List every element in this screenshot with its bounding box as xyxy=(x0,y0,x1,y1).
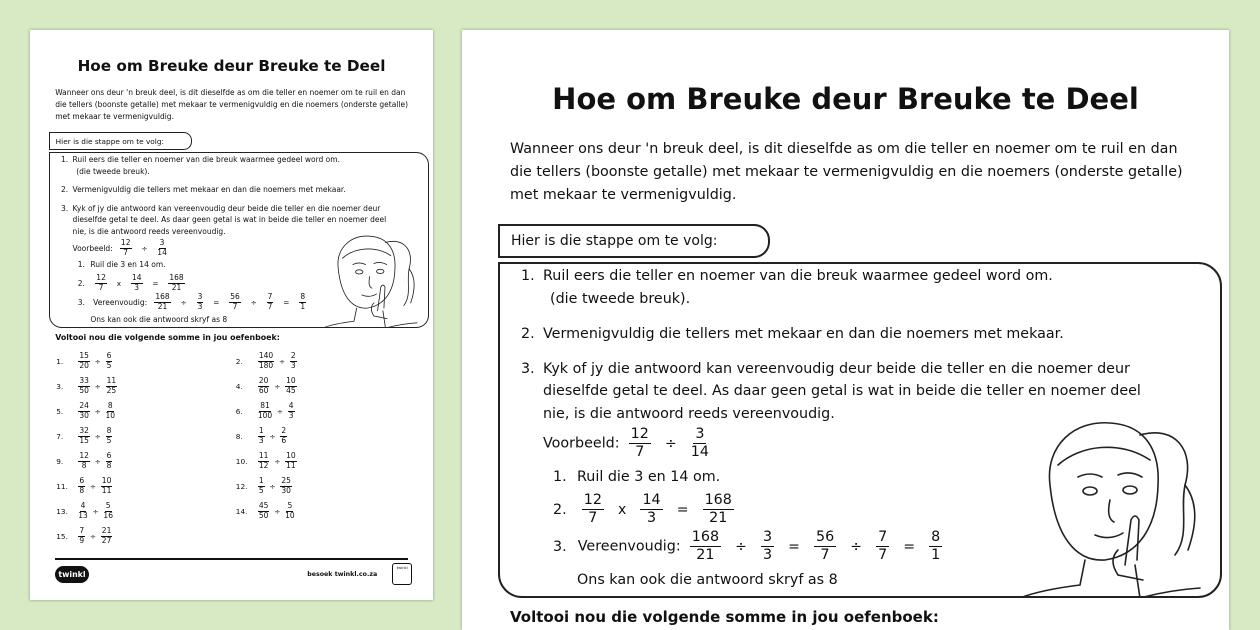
steps-header: Hier is die stappe om te volg: xyxy=(498,224,770,258)
exercise-number: 10. xyxy=(235,457,248,467)
denominator: 21 xyxy=(157,301,168,311)
fraction xyxy=(157,239,167,258)
divide-operator: ÷ xyxy=(664,435,677,452)
numerator: 10 xyxy=(286,376,296,386)
denominator: 11 xyxy=(286,461,296,471)
equals-sign: = xyxy=(788,538,800,555)
numerator: 81 xyxy=(260,401,270,411)
divide-operator: ÷ xyxy=(250,297,257,307)
step-text: Ruil eers die teller en noemer van die breuk waarmee gedeel word om. xyxy=(543,268,1053,284)
divide-operator: ÷ xyxy=(94,382,101,392)
denominator: 5 xyxy=(106,436,112,446)
divide-operator: ÷ xyxy=(269,432,276,442)
intro-paragraph: Wanneer ons deur 'n breuk deel, is dit dieselfde as om die teller en noemer om te ruil en dan die tellers (boonste getalle) met mekaar te vermenigvuldig en die noemers (onderste getalle) met mekaar te vermenigvuldig. xyxy=(55,87,409,121)
numerator: 11 xyxy=(106,376,117,386)
fraction xyxy=(285,502,295,521)
exercise-item xyxy=(236,427,289,446)
numerator: 3 xyxy=(762,529,773,545)
denominator: 7 xyxy=(123,247,129,257)
step-text: Kyk of jy die antwoord kan vereenvoudig deur beide die teller en die noemer deur xyxy=(72,203,381,213)
numerator: 2 xyxy=(290,351,296,361)
step-text: nie, is die antwoord reeds vereenvoudig. xyxy=(72,227,226,237)
fraction xyxy=(640,492,662,527)
conclusion-text: Ons kan ook die antwoord skryf as 8 xyxy=(577,572,838,588)
numerator: 3 xyxy=(159,237,165,247)
denominator: 8 xyxy=(106,461,112,471)
divide-operator: ÷ xyxy=(89,532,97,542)
exercise-number: 5. xyxy=(56,407,64,417)
exercise-number: 13. xyxy=(56,507,68,517)
substep-number: 2. xyxy=(553,501,567,518)
exercise-number: 14. xyxy=(235,507,248,517)
divide-operator: ÷ xyxy=(274,382,281,392)
conclusion-text: Ons kan ook die antwoord skryf as 8 xyxy=(90,314,228,324)
denominator: 3 xyxy=(197,301,203,311)
numerator: 8 xyxy=(106,426,112,436)
numerator: 10 xyxy=(286,451,296,461)
denominator: 6 xyxy=(281,436,287,446)
numerator: 25 xyxy=(281,476,291,486)
numerator: 4 xyxy=(80,501,86,511)
divide-operator: ÷ xyxy=(276,407,284,417)
denominator: 30 xyxy=(79,411,89,421)
denominator: 14 xyxy=(157,247,167,257)
exercise-number: 1. xyxy=(56,357,64,367)
fraction xyxy=(78,402,90,421)
exercise-number: 6. xyxy=(235,407,243,417)
substep-number: 2. xyxy=(77,278,85,288)
denominator: 16 xyxy=(103,511,113,521)
denominator: 5 xyxy=(106,361,112,371)
substep-label: Vereenvoudig: xyxy=(93,297,148,307)
fraction xyxy=(168,274,184,293)
numerator: 3 xyxy=(197,292,203,302)
denominator: 7 xyxy=(98,282,104,292)
step-number: 3. xyxy=(521,361,535,377)
fraction xyxy=(106,402,116,421)
worksheet-page xyxy=(462,30,1229,630)
denominator: 3 xyxy=(762,547,773,563)
fraction xyxy=(131,274,143,293)
divide-operator: ÷ xyxy=(92,507,99,517)
exercises-heading: Voltooi nou die volgende somme in jou oefenboek: xyxy=(55,333,280,343)
fraction xyxy=(761,529,774,564)
thinking-girl-illustration xyxy=(312,232,425,328)
exercise-item xyxy=(56,402,117,421)
substep-text: Ruil die 3 en 14 om. xyxy=(90,260,166,270)
exercise-number: 9. xyxy=(56,457,64,467)
denominator: 30 xyxy=(281,486,291,496)
numerator: 168 xyxy=(691,529,720,545)
denominator: 21 xyxy=(696,547,715,563)
denominator: 8 xyxy=(81,461,87,471)
multiply-operator: x xyxy=(116,278,122,288)
footer-divider xyxy=(55,558,408,560)
multiply-operator: x xyxy=(618,501,627,518)
fraction xyxy=(78,527,85,546)
example-line xyxy=(73,238,169,258)
denominator: 10 xyxy=(285,511,295,521)
exercise-item xyxy=(56,527,114,546)
fraction xyxy=(78,477,85,496)
exercise-item xyxy=(236,377,299,396)
substep-3 xyxy=(78,292,308,312)
equals-sign: = xyxy=(152,278,159,288)
numerator: 6 xyxy=(79,476,85,486)
denominator: 21 xyxy=(171,282,182,292)
divide-operator: ÷ xyxy=(735,538,747,555)
fraction xyxy=(106,377,118,396)
numerator: 8 xyxy=(931,529,941,545)
divide-operator: ÷ xyxy=(274,457,281,467)
denominator: 60 xyxy=(258,386,269,396)
substep-2 xyxy=(78,273,187,293)
fraction xyxy=(78,377,90,396)
numerator: 140 xyxy=(258,351,274,361)
numerator: 24 xyxy=(79,401,89,411)
equals-sign: = xyxy=(676,501,689,518)
exercise-item xyxy=(236,402,297,421)
exercise-number: 15. xyxy=(56,532,68,542)
exercises-heading: Voltooi nou die volgende somme in jou oefenboek: xyxy=(510,608,939,626)
denominator: 3 xyxy=(646,510,657,526)
step-text: dieselfde getal te deel. As daar geen getal is wat in beide die teller en noemer deel xyxy=(72,215,387,225)
denominator: 7 xyxy=(588,510,598,526)
worksheet-page xyxy=(30,30,433,600)
divide-operator: ÷ xyxy=(278,357,286,367)
thinking-girl-illustration xyxy=(1000,415,1215,598)
step-text: Vermenigvuldig die tellers met mekaar en dan die noemers met mekaar. xyxy=(543,326,1064,342)
fraction xyxy=(106,352,113,371)
divide-operator: ÷ xyxy=(94,457,101,467)
numerator: 12 xyxy=(79,451,89,461)
worksheet-title: Hoe om Breuke deur Breuke te Deel xyxy=(552,82,1139,116)
denominator: 7 xyxy=(820,547,830,563)
fraction xyxy=(101,477,113,496)
denominator: 1 xyxy=(300,301,306,311)
numerator: 15 xyxy=(79,351,89,361)
denominator: 7 xyxy=(267,301,273,311)
step-text: dieselfde getal te deel. As daar geen getal is wat in beide die teller en noemer deel xyxy=(543,383,1141,399)
exercise-item xyxy=(236,452,299,471)
numerator: 7 xyxy=(878,529,888,545)
fraction xyxy=(258,402,272,421)
fraction xyxy=(280,477,292,496)
denominator: 1 xyxy=(931,547,941,563)
fraction xyxy=(299,293,306,312)
exercise-item xyxy=(236,477,294,496)
exercise-number: 4. xyxy=(235,382,243,392)
exercise-item xyxy=(236,502,297,521)
numerator: 168 xyxy=(155,292,170,302)
substep-number: 1. xyxy=(553,469,567,485)
numerator: 32 xyxy=(79,426,89,436)
denominator: 7 xyxy=(232,301,238,311)
example-line xyxy=(543,426,713,461)
substep-number: 3. xyxy=(77,297,85,307)
step-text: nie, is die antwoord reeds vereenvoudig. xyxy=(543,406,835,422)
step-number: 1. xyxy=(521,268,535,284)
numerator: 56 xyxy=(816,529,835,545)
substep-text: Ruil die 3 en 14 om. xyxy=(577,469,721,485)
exercise-number: 8. xyxy=(235,432,243,442)
fraction xyxy=(258,427,265,446)
step-text: Vermenigvuldig die tellers met mekaar en dan die noemers met mekaar. xyxy=(72,185,346,195)
denominator: 3 xyxy=(290,361,296,371)
divide-operator: ÷ xyxy=(850,538,863,555)
denominator: 3 xyxy=(258,436,264,446)
fraction xyxy=(929,529,942,564)
steps-header: Hier is die stappe om te volg: xyxy=(49,132,192,150)
step-number: 1. xyxy=(60,154,69,164)
exercise-number: 11. xyxy=(56,482,68,492)
numerator: 45 xyxy=(258,501,269,511)
divide-operator: ÷ xyxy=(269,482,276,492)
example-label: Voorbeeld: xyxy=(543,435,620,452)
worksheet-thumbnail[interactable] xyxy=(30,30,433,600)
exercise-number: 3. xyxy=(56,382,64,392)
fraction xyxy=(229,293,241,312)
divide-operator: ÷ xyxy=(94,407,101,417)
denominator: 15 xyxy=(79,436,89,446)
exercise-number: 2. xyxy=(235,357,243,367)
denominator: 14 xyxy=(690,444,709,460)
equals-sign: = xyxy=(283,297,290,307)
denominator: 13 xyxy=(78,511,88,521)
numerator: 10 xyxy=(101,476,112,486)
denominator: 12 xyxy=(258,461,269,471)
substep-2 xyxy=(553,492,738,527)
divide-operator: ÷ xyxy=(94,432,101,442)
equals-sign: = xyxy=(213,297,220,307)
exercise-item xyxy=(56,427,114,446)
divide-operator: ÷ xyxy=(180,297,187,307)
exercise-item xyxy=(56,477,114,496)
twinkl-logo: twinkl xyxy=(55,566,89,584)
fraction xyxy=(78,502,88,521)
numerator: 7 xyxy=(79,526,85,536)
denominator: 8 xyxy=(79,486,85,496)
numerator: 20 xyxy=(258,376,269,386)
fraction xyxy=(78,452,90,471)
step-number: 2. xyxy=(60,185,69,195)
numerator: 12 xyxy=(630,426,649,442)
exercise-item xyxy=(56,452,114,471)
substep-number: 3. xyxy=(553,538,567,555)
denominator: 3 xyxy=(134,282,140,292)
fraction xyxy=(280,427,287,446)
denominator: 11 xyxy=(101,486,112,496)
numerator: 5 xyxy=(287,501,293,511)
fraction xyxy=(814,529,836,564)
intro-paragraph: Wanneer ons deur 'n breuk deel, is dit dieselfde as om die teller en noemer om te ruil en dan die tellers (boonste getalle) met mekaar te vermenigvuldig en die noemers (onderste getalle) met mekaar te vermenigvuldig. xyxy=(510,141,1183,203)
substep-number: 1. xyxy=(77,260,85,270)
fraction xyxy=(285,377,297,396)
divide-operator: ÷ xyxy=(141,243,148,253)
fraction xyxy=(258,377,270,396)
denominator: 180 xyxy=(258,361,274,371)
numerator: 168 xyxy=(169,272,184,282)
numerator: 14 xyxy=(642,492,661,508)
fraction xyxy=(78,352,90,371)
substep-3 xyxy=(553,529,946,564)
denominator: 45 xyxy=(286,386,296,396)
step-text: Ruil eers die teller en noemer van die breuk waarmee gedeel word om. xyxy=(72,154,340,164)
exercise-item xyxy=(56,502,115,521)
divide-operator: ÷ xyxy=(94,357,101,367)
fraction xyxy=(629,426,651,461)
numerator: 2 xyxy=(281,426,287,436)
fraction xyxy=(197,293,204,312)
footer-url: besoek twinkl.co.za xyxy=(307,570,378,578)
denominator: 7 xyxy=(635,444,645,460)
denominator: 100 xyxy=(257,411,273,421)
fraction xyxy=(106,452,113,471)
example-label: Voorbeeld: xyxy=(72,243,113,253)
numerator: 56 xyxy=(230,292,240,302)
step-text: (die tweede breuk). xyxy=(76,167,150,177)
step-number: 3. xyxy=(60,203,69,213)
exercise-item xyxy=(56,377,119,396)
fraction xyxy=(876,529,889,564)
denominator: 3 xyxy=(288,411,294,421)
numerator: 12 xyxy=(120,237,131,247)
divide-operator: ÷ xyxy=(274,507,281,517)
fraction xyxy=(290,352,297,371)
numerator: 12 xyxy=(583,492,602,508)
fraction xyxy=(103,502,113,521)
numerator: 1 xyxy=(258,426,264,436)
numerator: 6 xyxy=(106,351,112,361)
numerator: 4 xyxy=(288,401,294,411)
worksheet-title: Hoe om Breuke deur Breuke te Deel xyxy=(77,57,386,76)
divide-operator: ÷ xyxy=(89,482,97,492)
denominator: 20 xyxy=(79,361,89,371)
denominator: 25 xyxy=(106,386,117,396)
fraction xyxy=(285,452,297,471)
step-text: Kyk of jy die antwoord kan vereenvoudig deur beide die teller en die noemer deur xyxy=(543,361,1130,377)
denominator: 9 xyxy=(79,536,85,546)
fraction xyxy=(288,402,295,421)
denominator: 5 xyxy=(258,486,264,496)
denominator: 21 xyxy=(709,510,728,526)
fraction xyxy=(267,293,274,312)
fraction xyxy=(95,274,107,293)
numerator: 7 xyxy=(267,292,273,302)
fraction xyxy=(582,492,604,527)
numerator: 11 xyxy=(258,451,269,461)
substep-label: Vereenvoudig: xyxy=(577,538,681,555)
denominator: 7 xyxy=(878,547,888,563)
fraction xyxy=(691,426,709,461)
denominator: 50 xyxy=(258,511,269,521)
denominator: 50 xyxy=(79,386,89,396)
fraction xyxy=(258,502,270,521)
worksheet-preview xyxy=(462,30,1229,630)
denominator: 27 xyxy=(101,536,112,546)
fraction xyxy=(690,529,721,564)
fraction xyxy=(703,492,734,527)
numerator: 8 xyxy=(300,292,306,302)
denominator: 10 xyxy=(105,411,116,421)
numerator: 21 xyxy=(101,526,112,536)
fraction xyxy=(258,352,274,371)
fraction xyxy=(258,477,265,496)
numerator: 12 xyxy=(96,272,106,282)
fraction xyxy=(258,452,270,471)
fraction xyxy=(78,427,90,446)
step-text: (die tweede breuk). xyxy=(550,291,691,307)
exercise-number: 12. xyxy=(235,482,248,492)
numerator: 8 xyxy=(107,401,113,411)
numerator: 3 xyxy=(695,426,705,442)
equals-sign: = xyxy=(903,538,916,555)
quality-badge-icon: twinkl xyxy=(392,563,412,585)
numerator: 6 xyxy=(106,451,112,461)
numerator: 5 xyxy=(105,501,111,511)
fraction xyxy=(120,239,132,258)
exercise-item xyxy=(56,352,114,371)
numerator: 33 xyxy=(79,376,89,386)
exercise-item xyxy=(236,352,299,371)
numerator: 1 xyxy=(258,476,264,486)
fraction xyxy=(101,527,113,546)
exercise-number: 7. xyxy=(56,432,64,442)
numerator: 14 xyxy=(131,272,142,282)
fraction xyxy=(106,427,113,446)
fraction xyxy=(154,293,170,312)
step-number: 2. xyxy=(521,326,535,342)
numerator: 168 xyxy=(704,492,732,508)
